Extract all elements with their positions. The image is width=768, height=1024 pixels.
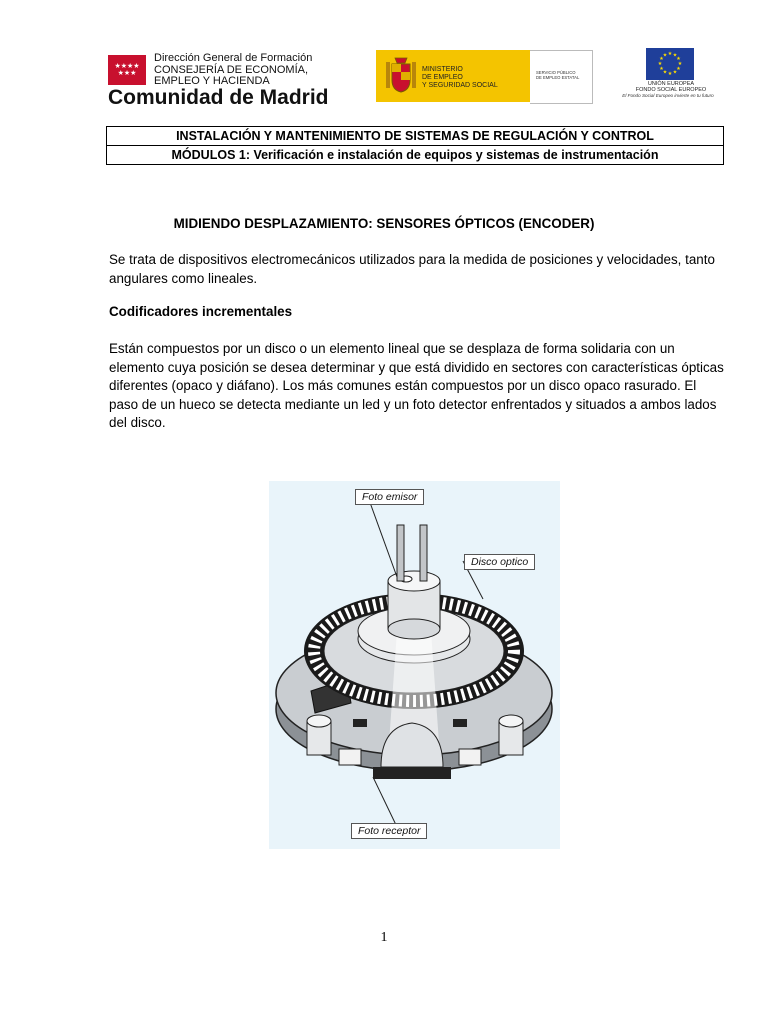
eu-stars-icon <box>646 48 694 80</box>
description-paragraph: Están compuestos por un disco o un elemento lineal que se desplaza de forma solidaria con un elemento cuya posición se desea determinar y que está dividido en sectores con características ópticas diferentes (opaco y diáfano). Los más comunes están compuestos por un disco opaco rasurado. El paso de un hueco se detecta mediante un led y un foto detector enfrentados y situados a ambos lados del disco. <box>109 341 724 430</box>
coat-of-arms-icon <box>384 56 418 96</box>
module-title: MÓDULOS 1: Verificación e instalación de equipos y sistemas de instrumentación <box>107 145 723 164</box>
svg-text:★: ★ <box>672 52 678 59</box>
sepe-name: SERVICIO PÚBLICO DE EMPLEO ESTATAL <box>536 70 580 80</box>
label-foto-emisor: Foto emisor <box>355 489 424 505</box>
eu-name: UNIÓN EUROPEA FONDO SOCIAL EUROPEO <box>635 81 707 94</box>
svg-text:★: ★ <box>662 52 668 59</box>
svg-text:★: ★ <box>667 51 673 57</box>
svg-text:★: ★ <box>662 69 668 76</box>
madrid-line-3: EMPLEO Y HACIENDA <box>154 75 270 87</box>
madrid-line-1: Dirección General de Formación <box>154 52 313 64</box>
subsection-heading: Codificadores incrementales <box>109 304 293 319</box>
section-heading: MIDIENDO DESPLAZAMIENTO: SENSORES ÓPTICOS (ENCODER) <box>173 216 595 231</box>
course-title: INSTALACIÓN Y MANTENIMIENTO DE SISTEMAS DE REGULACIÓN Y CONTROL <box>176 129 654 143</box>
svg-text:★: ★ <box>659 56 664 62</box>
encoder-illustration <box>269 481 560 849</box>
encoder-figure <box>269 481 560 849</box>
svg-text:★: ★ <box>676 56 681 62</box>
svg-text:★: ★ <box>676 66 681 72</box>
course-title-table <box>106 126 724 165</box>
madrid-flag-logo <box>108 55 146 85</box>
svg-text:★: ★ <box>672 69 678 76</box>
svg-text:★: ★ <box>659 66 664 72</box>
svg-text:★: ★ <box>657 61 663 67</box>
page-number: 1 <box>380 930 388 945</box>
intro-paragraph: Se trata de dispositivos electromecánicos utilizados para la medida de posiciones y velocidades, tanto angulares como lineales. <box>109 252 715 286</box>
svg-text:★: ★ <box>667 71 673 77</box>
label-foto-receptor: Foto receptor <box>351 823 427 839</box>
svg-text:★: ★ <box>677 61 683 67</box>
madrid-line-2: CONSEJERÍA DE ECONOMÍA, <box>154 63 309 76</box>
madrid-stars: ★★★★ ★★★ <box>114 62 140 77</box>
ministerio-name: MINISTERIO DE EMPLEO Y SEGURIDAD SOCIAL <box>422 66 498 89</box>
eu-flag-logo <box>646 48 694 80</box>
madrid-department-lines <box>154 53 312 88</box>
eu-motto: El Fondo Social Europeo invierte en tu futuro <box>622 93 714 98</box>
label-disco-optico: Disco optico <box>464 554 535 570</box>
madrid-title: Comunidad de Madrid <box>108 86 329 109</box>
